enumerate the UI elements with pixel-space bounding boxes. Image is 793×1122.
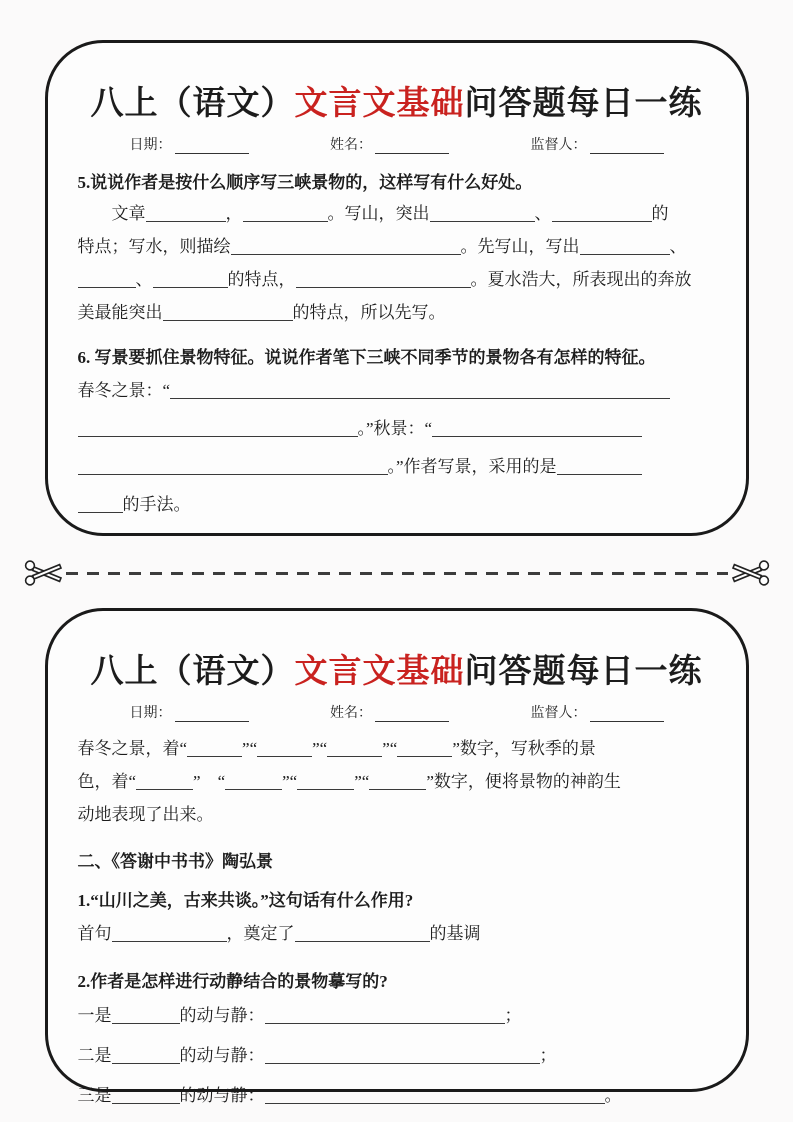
text-segment: 特点；写水，则描绘 bbox=[77, 237, 231, 256]
part-two-heading: 二、《答谢中书书》陶弘景 bbox=[77, 852, 273, 871]
supervisor-blank-line bbox=[590, 139, 664, 154]
fill-in-blank bbox=[231, 237, 461, 255]
fill-in-blank bbox=[112, 1086, 180, 1104]
continuation-line bbox=[78, 798, 716, 831]
text-segment: 。夏水浩大，所表现出的奔放 bbox=[470, 270, 692, 289]
fill-in-blank bbox=[78, 419, 358, 437]
title-highlight: 文言文基础 bbox=[294, 654, 465, 690]
fill-in-blank bbox=[432, 419, 642, 437]
fill-in-blank bbox=[243, 204, 328, 222]
scissors-icon bbox=[24, 558, 64, 588]
question-5-line bbox=[78, 296, 716, 329]
text-segment: 二是 bbox=[77, 1046, 112, 1065]
name-label: 姓名： bbox=[330, 138, 372, 153]
worksheet-title bbox=[78, 77, 716, 124]
name-label: 姓名： bbox=[330, 706, 372, 721]
title-highlight: 文言文基础 bbox=[294, 86, 465, 122]
question-6-line bbox=[78, 410, 716, 448]
text-segment: 文章 bbox=[77, 204, 146, 223]
fill-in-blank bbox=[153, 270, 228, 288]
text-segment: ”数字，便将景物的神韵生 bbox=[426, 772, 621, 791]
fill-in-blank bbox=[265, 1006, 505, 1024]
dashed-line bbox=[66, 572, 728, 575]
worksheet-card-top bbox=[45, 40, 749, 536]
text-segment: 春冬之景：“ bbox=[77, 381, 171, 400]
question-5-line bbox=[78, 197, 716, 230]
fill-in-blank bbox=[327, 739, 382, 757]
question-1-title: 1.“山川之美，古来共谈。”这句话有什么作用? bbox=[77, 891, 414, 910]
title-suffix: 问答题每日一练 bbox=[464, 654, 703, 690]
text-segment: 的动与静： bbox=[179, 1006, 265, 1025]
supervisor-blank-line bbox=[590, 707, 664, 722]
worksheet-card-bottom bbox=[45, 608, 749, 1105]
text-segment: 、 bbox=[669, 237, 687, 256]
text-segment: ”“ bbox=[382, 739, 398, 758]
question-2-line bbox=[78, 1036, 716, 1076]
fill-in-blank bbox=[557, 457, 642, 475]
fill-in-blank bbox=[369, 772, 426, 790]
fill-in-blank bbox=[430, 204, 535, 222]
continuation-line bbox=[78, 765, 716, 798]
text-segment: 的动与静： bbox=[179, 1046, 265, 1065]
fill-in-blank bbox=[257, 739, 312, 757]
text-segment: 的特点， bbox=[227, 270, 296, 289]
question-6-line bbox=[78, 372, 716, 410]
fill-in-blank bbox=[225, 772, 282, 790]
fill-in-blank bbox=[78, 270, 136, 288]
supervisor-field bbox=[531, 134, 664, 154]
text-segment: ”“ bbox=[312, 739, 328, 758]
fill-in-blank bbox=[78, 495, 123, 513]
cut-line bbox=[24, 558, 770, 588]
question-6-title: 6. 写景要抓住景物特征。说说作者笔下三峡不同季节的景物各有怎样的特征。 bbox=[77, 348, 656, 367]
fill-in-blank bbox=[580, 237, 670, 255]
fill-in-blank bbox=[112, 1046, 180, 1064]
question-2-line bbox=[78, 1076, 716, 1116]
fill-in-blank bbox=[265, 1086, 605, 1104]
continuation-line bbox=[78, 732, 716, 765]
text-segment: 的特点，所以先写。 bbox=[292, 303, 446, 322]
fill-in-blank bbox=[295, 924, 430, 942]
date-label: 日期： bbox=[129, 706, 172, 721]
text-segment: ； bbox=[504, 1006, 522, 1025]
text-segment: 春冬之景，着“ bbox=[77, 739, 188, 758]
text-segment: 。写山，突出 bbox=[327, 204, 430, 223]
text-segment: ”“ bbox=[242, 739, 258, 758]
question-1-line bbox=[78, 915, 716, 953]
text-segment: 的动与静： bbox=[179, 1086, 265, 1105]
fill-in-blank bbox=[265, 1046, 540, 1064]
text-segment: 的基调 bbox=[429, 924, 481, 943]
text-segment: 的 bbox=[651, 204, 669, 223]
worksheet-title bbox=[78, 645, 716, 692]
text-segment: 美最能突出 bbox=[77, 303, 163, 322]
text-segment: 色，着“ bbox=[77, 772, 137, 791]
text-segment: 一是 bbox=[77, 1006, 112, 1025]
title-prefix: 八上（语文） bbox=[90, 86, 295, 122]
date-blank-line bbox=[175, 139, 249, 154]
question-2-line bbox=[78, 996, 716, 1036]
text-segment: 、 bbox=[534, 204, 552, 223]
text-segment: 三是 bbox=[77, 1086, 112, 1105]
date-field bbox=[130, 702, 249, 722]
meta-row bbox=[78, 702, 716, 722]
meta-row bbox=[78, 134, 716, 154]
name-field bbox=[330, 702, 449, 722]
fill-in-blank bbox=[187, 739, 242, 757]
text-segment: ”“ bbox=[354, 772, 370, 791]
supervisor-label: 监督人： bbox=[530, 706, 587, 721]
text-segment: ” “ bbox=[193, 772, 226, 791]
text-segment: ； bbox=[539, 1046, 557, 1065]
fill-in-blank bbox=[146, 204, 226, 222]
text-segment: 动地表现了出来。 bbox=[77, 805, 214, 824]
text-segment: 。先写山，写出 bbox=[460, 237, 580, 256]
text-segment: 的手法。 bbox=[122, 495, 191, 514]
date-label: 日期： bbox=[129, 138, 172, 153]
scissors-icon bbox=[730, 558, 770, 588]
fill-in-blank bbox=[397, 739, 452, 757]
date-blank-line bbox=[175, 707, 249, 722]
text-segment: ，奠定了 bbox=[226, 924, 295, 943]
question-5-line bbox=[78, 263, 716, 296]
text-segment: 。”作者写景，采用的是 bbox=[387, 457, 557, 476]
fill-in-blank bbox=[552, 204, 652, 222]
fill-in-blank bbox=[296, 270, 471, 288]
question-5-title: 5.说说作者是按什么顺序写三峡景物的，这样写有什么好处。 bbox=[77, 173, 533, 192]
fill-in-blank bbox=[170, 381, 670, 399]
fill-in-blank bbox=[112, 924, 227, 942]
question-6-line bbox=[78, 448, 716, 486]
fill-in-blank bbox=[297, 772, 354, 790]
text-segment: ， bbox=[225, 204, 243, 223]
text-segment: 、 bbox=[135, 270, 153, 289]
question-6-line bbox=[78, 486, 716, 524]
question-5-line bbox=[78, 230, 716, 263]
name-field bbox=[330, 134, 449, 154]
text-segment: ”“ bbox=[282, 772, 298, 791]
fill-in-blank bbox=[78, 457, 388, 475]
name-blank-line bbox=[375, 139, 449, 154]
supervisor-label: 监督人： bbox=[530, 138, 587, 153]
text-segment: 。”秋景：“ bbox=[357, 419, 433, 438]
text-segment: 。 bbox=[604, 1086, 622, 1105]
question-2-title: 2.作者是怎样进行动静结合的景物摹写的? bbox=[77, 972, 388, 991]
fill-in-blank bbox=[112, 1006, 180, 1024]
text-segment: 首句 bbox=[77, 924, 112, 943]
name-blank-line bbox=[375, 707, 449, 722]
title-prefix: 八上（语文） bbox=[90, 654, 295, 690]
supervisor-field bbox=[531, 702, 664, 722]
fill-in-blank bbox=[136, 772, 193, 790]
title-suffix: 问答题每日一练 bbox=[464, 86, 703, 122]
date-field bbox=[130, 134, 249, 154]
text-segment: ”数字，写秋季的景 bbox=[452, 739, 596, 758]
fill-in-blank bbox=[163, 303, 293, 321]
